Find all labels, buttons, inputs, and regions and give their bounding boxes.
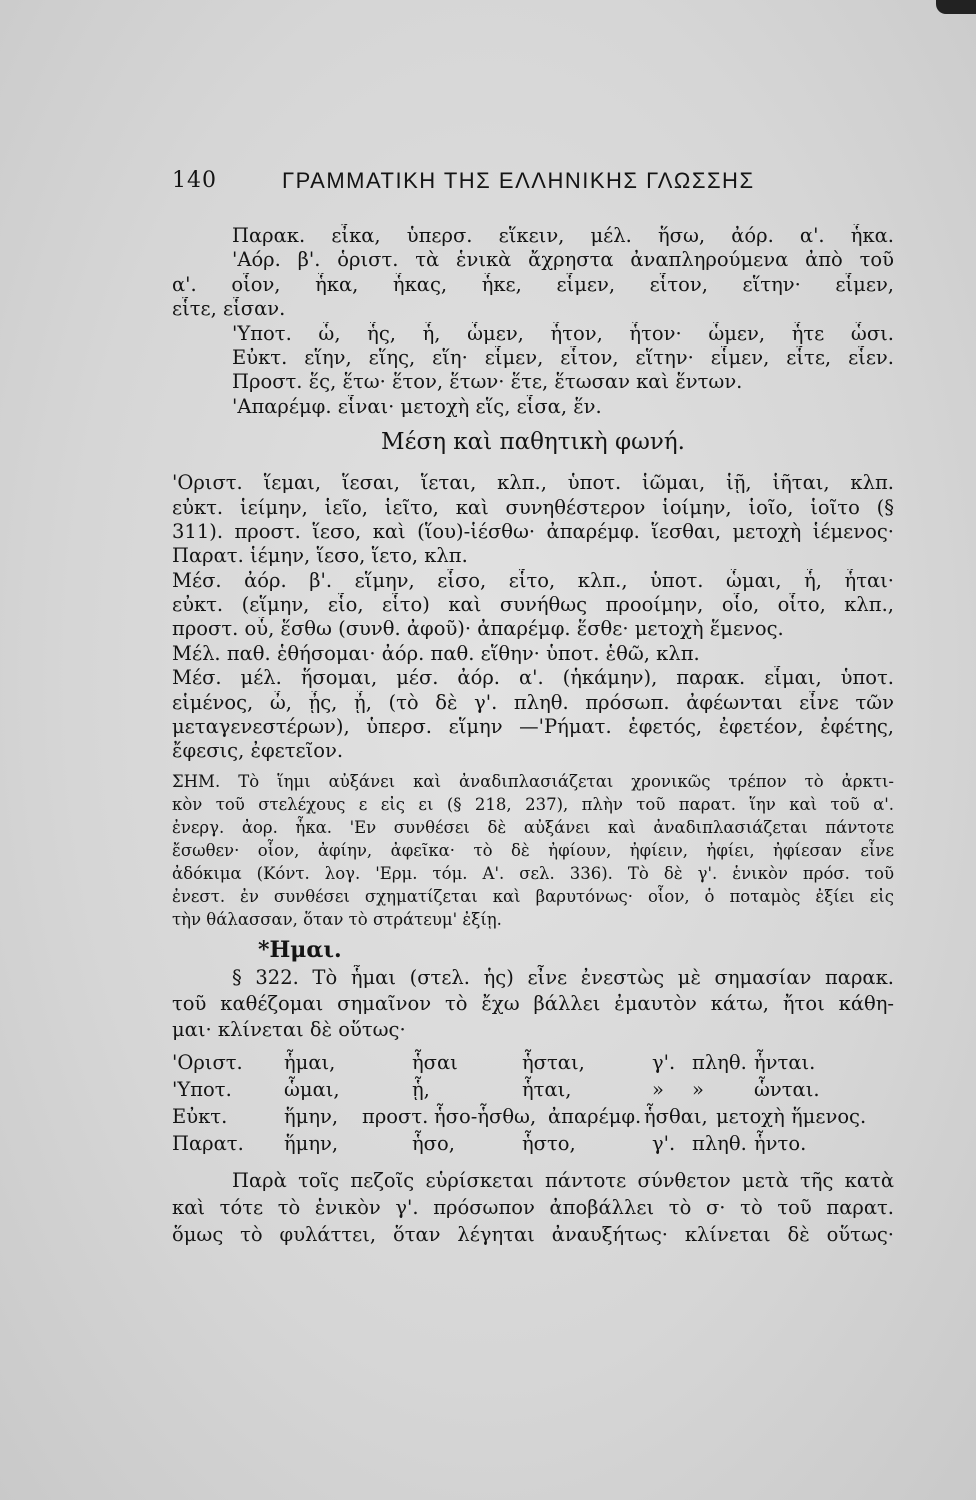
text-line: μεταγενεστέρων), ὑπερσ. εἵμην —'Ρήματ. ἑφετός, ἐφετέον, ἐφέτης, [172, 715, 894, 739]
section-322-block [172, 965, 894, 1043]
table-cell: ἧσο, [412, 1131, 455, 1155]
table-cell: Παρατ. [172, 1131, 244, 1155]
note-block [172, 770, 894, 931]
table-cell: ἧται, [522, 1077, 572, 1101]
running-header [172, 168, 812, 198]
note-line: τὴν θάλασσαν, ὅταν τὸ στράτευμ' ἐξίῃ. [172, 909, 502, 929]
text-line: ὅμως τὸ φυλάττει, ὅταν λέγηται ἀναυξήτως· κλίνεται δὲ οὕτως· [172, 1222, 894, 1246]
text-line: εὐκτ. (εἵμην, εἷο, εἷτο) καὶ συνήθως προοίμην, οἷο, οἷτο, κλπ., [172, 593, 894, 617]
table-row [172, 1130, 894, 1157]
table-cell: ἧσθαι, [644, 1104, 708, 1128]
table-cell: γ'. [652, 1131, 676, 1155]
running-title: ΓΡΑΜΜΑΤΙΚΗ ΤΗΣ ΕΛΛΗΝΙΚΗΣ ΓΛΩΣΣΗΣ [282, 168, 755, 193]
table-cell: 'Οριστ. [172, 1050, 243, 1074]
text-line: τοῦ καθέζομαι σημαῖνον τὸ ἔχω βάλλει ἐμαυτὸν κάτω, ἤτοι κάθη- [172, 991, 894, 1015]
text-line: Προστ. ἕς, ἕτω· ἕτον, ἕτων· ἕτε, ἕτωσαν καὶ ἕντων. [232, 370, 743, 394]
table-cell: ᾗ, [412, 1077, 430, 1101]
text-line: εἷτε, εἷσαν. [172, 297, 286, 321]
note-line: ἐνεστ. ἐν συνθέσει σχηματίζεται καὶ βαρυτόνως· οἷον, ὁ ποταμὸς ἐξίει εἰς [172, 886, 894, 906]
text-line: εὐκτ. ἱείμην, ἱεῖο, ἱεῖτο, καὶ συνηθέστερον ἱοίμην, ἱοῖο, ἱοῖτο (§ [172, 495, 894, 519]
text-line: Παρὰ τοῖς πεζοῖς εὑρίσκεται πάντοτε σύνθετον μετὰ τῆς κατὰ [232, 1168, 894, 1192]
text-line: εἱμένος, ὦ, ᾖς, ᾖ, (τὸ δὲ γ'. πληθ. πρόσωπ. ἀφέωνται εἶνε τῶν [172, 690, 894, 714]
table-cell: ἥμην, [284, 1131, 339, 1155]
table-cell: ὧνται. [754, 1077, 820, 1101]
text-line: 311). προστ. ἵεσο, καὶ (ἵου)-ἱέσθω· ἀπαρέμφ. ἵεσθαι, μετοχὴ ἱέμενος· [172, 519, 894, 543]
text-line: Εὐκτ. εἵην, εἵης, εἵη· εἷμεν, εἷτον, εἵτην· εἷμεν, εἷτε, εἷεν. [232, 345, 894, 369]
table-cell: 'Υποτ. [172, 1077, 232, 1101]
table-cell: » [692, 1077, 704, 1101]
text-line: 'Οριστ. ἵεμαι, ἵεσαι, ἵεται, κλπ., ὑποτ. ἱῶμαι, ἱῇ, ἱῆται, κλπ. [172, 471, 894, 495]
text-line: Παρατ. ἱέμην, ἵεσο, ἵετο, κλπ. [172, 544, 468, 568]
table-cell: πληθ. [692, 1131, 747, 1155]
text-line: καὶ τότε τὸ ἑνικὸν γ'. πρόσωπον ἀποβάλλει τὸ σ· τὸ τοῦ παρατ. [172, 1195, 894, 1219]
table-cell: ἧσται, [522, 1050, 585, 1074]
table-row [172, 1103, 894, 1130]
table-cell: προστ. [362, 1104, 429, 1128]
table-cell: μετοχὴ ἥμενος. [716, 1104, 867, 1128]
text-line: 'Απαρέμφ. εἷναι· μετοχὴ εἵς, εἷσα, ἕν. [232, 394, 602, 418]
conjugation-table [172, 1049, 894, 1157]
table-cell: γ'. [652, 1050, 676, 1074]
table-cell: ἧστο, [522, 1131, 576, 1155]
table-row [172, 1076, 894, 1103]
table-cell: ἧντο. [754, 1131, 807, 1155]
note-line: κὸν τοῦ στελέχους ε εἰς ει (§ 218, 237), πλὴν τοῦ παρατ. ἵην καὶ τοῦ α'. [172, 794, 894, 814]
text-line: ἔφεσις, ἐφετεῖον. [172, 739, 344, 763]
note-line: ἐνεργ. ἀορ. ἧκα. 'Εν συνθέσει δὲ αὐξάνει καὶ ἀναδιπλασιάζεται πάντοτε [172, 817, 894, 837]
note-line: ἀδόκιμα (Κόντ. λογ. 'Ερμ. τόμ. Α'. σελ. 336). Τὸ δὲ γ'. ἑνικὸν πρόσ. τοῦ [172, 863, 894, 883]
page-number: 140 [172, 168, 217, 193]
table-cell: » [652, 1077, 664, 1101]
note-line: ἔσωθεν· οἷον, ἀφίην, ἀφεῖκα· τὸ δὲ ἠφίουν, ἠφίειν, ἠφίει, ἠφίεσαν εἶνε [172, 840, 894, 860]
scan-corner-mark [936, 0, 976, 14]
table-row [172, 1049, 894, 1076]
text-line: α'. οἷον, ἧκα, ἧκας, ἧκε, εἷμεν, εἷτον, εἵτην· εἷμεν, [172, 272, 894, 296]
table-cell: ἧμαι, [284, 1050, 336, 1074]
text-line: 'Αόρ. β'. ὁριστ. τὰ ἑνικὰ ἄχρηστα ἀναπληρούμενα ἀπὸ τοῦ [232, 248, 894, 272]
table-cell: Εὐκτ. [172, 1104, 228, 1128]
table-cell: ἥμην, [284, 1104, 339, 1128]
page-body [172, 224, 894, 1248]
middle-passive-title: Μέση καὶ παθητικὴ φωνή. [381, 429, 685, 456]
text-line: § 322. Τὸ ἧμαι (στελ. ἡς) εἶνε ἐνεστὼς μὲ σημασίαν παρακ. [232, 965, 894, 989]
text-line: προστ. οὗ, ἕσθω (συνθ. ἀφοῦ)· ἀπαρέμφ. ἕσθε· μετοχὴ ἕμενος. [172, 617, 784, 641]
subsection-title: *Ημαι. [258, 936, 342, 963]
table-cell: ἧνται. [754, 1050, 816, 1074]
text-line: Παρακ. εἶκα, ὑπερσ. εἵκειν, μέλ. ἥσω, ἀόρ. α'. ἧκα. [232, 224, 894, 247]
text-line: 'Υποτ. ὧ, ἧς, ἧ, ὧμεν, ἧτον, ἧτον· ὧμεν, ἧτε ὧσι. [232, 321, 894, 345]
table-cell: ἧσαι [412, 1050, 458, 1074]
active-voice-block [172, 224, 894, 419]
text-line: Μέσ. μέλ. ἥσομαι, μέσ. ἀόρ. α'. (ἡκάμην), παρακ. εἷμαι, ὑποτ. [172, 666, 894, 690]
note-line: ΣΗΜ. Τὸ ἵημι αὐξάνει καὶ ἀναδιπλασιάζεται χρονικῶς τρέπον τὸ ἀρκτι- [172, 771, 894, 791]
table-cell: ἀπαρέμφ. [548, 1104, 642, 1128]
table-cell: ἧσο-ἧσθω, [434, 1104, 537, 1128]
table-cell: ὧμαι, [284, 1077, 340, 1101]
text-line: μαι· κλίνεται δὲ οὕτως· [172, 1017, 406, 1041]
text-line: Μέλ. παθ. ἑθήσομαι· ἀόρ. παθ. εἵθην· ὑποτ. ἑθῶ, κλπ. [172, 641, 700, 665]
table-cell: πληθ. [692, 1050, 747, 1074]
text-line: Μέσ. ἀόρ. β'. εἵμην, εἷσο, εἷτο, κλπ., ὑποτ. ὧμαι, ἧ, ἧται· [172, 568, 894, 592]
closing-paragraph [172, 1167, 894, 1248]
middle-voice-block [172, 471, 894, 764]
